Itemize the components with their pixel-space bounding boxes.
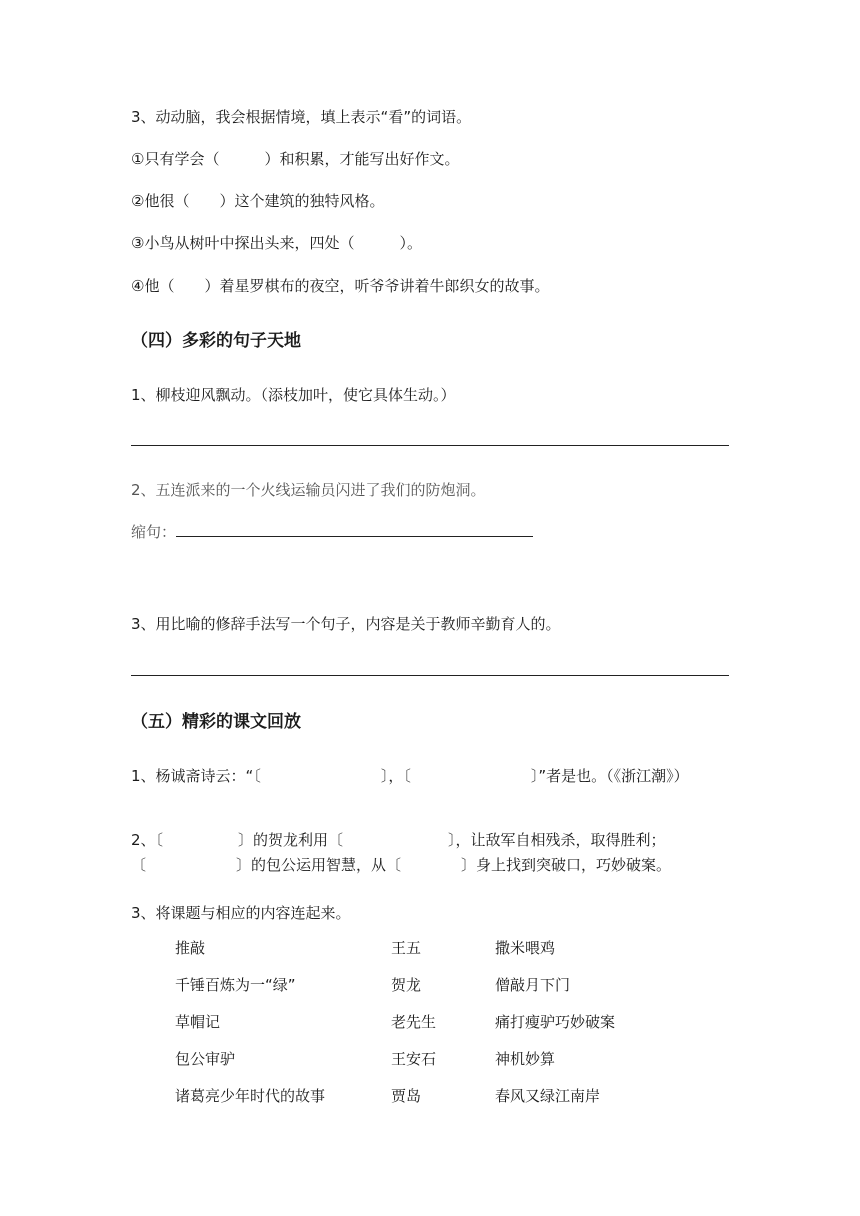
match-content-item[interactable]: 神机妙算 <box>495 1050 556 1068</box>
match-title-item[interactable]: 诸葛亮少年时代的故事 <box>175 1087 326 1105</box>
match-title-item[interactable]: 千锤百炼为一“绿” <box>175 976 296 994</box>
match-content-item[interactable]: 撒米喂鸡 <box>495 939 556 957</box>
section-4-heading: （四）多彩的句子天地 <box>131 331 301 351</box>
match-title-item[interactable]: 推敲 <box>175 939 206 957</box>
match-person-item[interactable]: 王五 <box>391 939 422 957</box>
answer-line-3[interactable] <box>131 675 729 676</box>
match-content-item[interactable]: 僧敲月下门 <box>495 976 571 994</box>
shorten-sentence-answer-line[interactable] <box>176 522 533 537</box>
question-3-title: 3、动动脑，我会根据情境，填上表示“看”的词语。 <box>131 108 472 126</box>
section-5-heading: （五）精彩的课文回放 <box>131 712 301 732</box>
sentence-question-1: 1、柳枝迎风飘动。（添枝加叶，使它具体生动。） <box>131 386 456 404</box>
recall-question-1: 1、杨诚斋诗云：“〔 〕，〔 〕”者是也。（《浙江潮》） <box>131 767 689 785</box>
shorten-sentence-row <box>131 521 533 543</box>
match-title-item[interactable]: 包公审驴 <box>175 1050 236 1068</box>
fill-blank-item-4: ④他（ ）着星罗棋布的夜空，听爷爷讲着牛郎织女的故事。 <box>131 277 550 295</box>
match-person-item[interactable]: 贺龙 <box>391 976 422 994</box>
match-content-item[interactable]: 痛打瘦驴巧妙破案 <box>495 1013 616 1031</box>
matching-question-title: 3、将课题与相应的内容连起来。 <box>131 904 351 922</box>
shorten-sentence-label: 缩句： <box>131 523 177 541</box>
recall-question-2: 2、〔 〕的贺龙利用〔 〕，让敌军自相残杀，取得胜利；〔 〕的包公运用智慧，从〔 〕身上找到突破口，巧妙破案。 <box>131 831 672 874</box>
match-person-item[interactable]: 老先生 <box>391 1013 437 1031</box>
fill-blank-item-2: ②他很（ ）这个建筑的独特风格。 <box>131 192 385 210</box>
fill-blank-item-3: ③小鸟从树叶中探出头来，四处（ ）。 <box>131 234 422 252</box>
sentence-question-3: 3、用比喻的修辞手法写一个句子，内容是关于教师辛勤育人的。 <box>131 615 561 633</box>
match-content-item[interactable]: 春风又绿江南岸 <box>495 1087 601 1105</box>
answer-line-1[interactable] <box>131 445 729 446</box>
sentence-question-2: 2、五连派来的一个火线运输员闪进了我们的防炮洞。 <box>131 481 486 499</box>
match-person-item[interactable]: 贾岛 <box>391 1087 422 1105</box>
match-title-item[interactable]: 草帽记 <box>175 1013 221 1031</box>
fill-blank-item-1: ①只有学会（ ）和积累，才能写出好作文。 <box>131 150 460 168</box>
match-person-item[interactable]: 王安石 <box>391 1050 437 1068</box>
